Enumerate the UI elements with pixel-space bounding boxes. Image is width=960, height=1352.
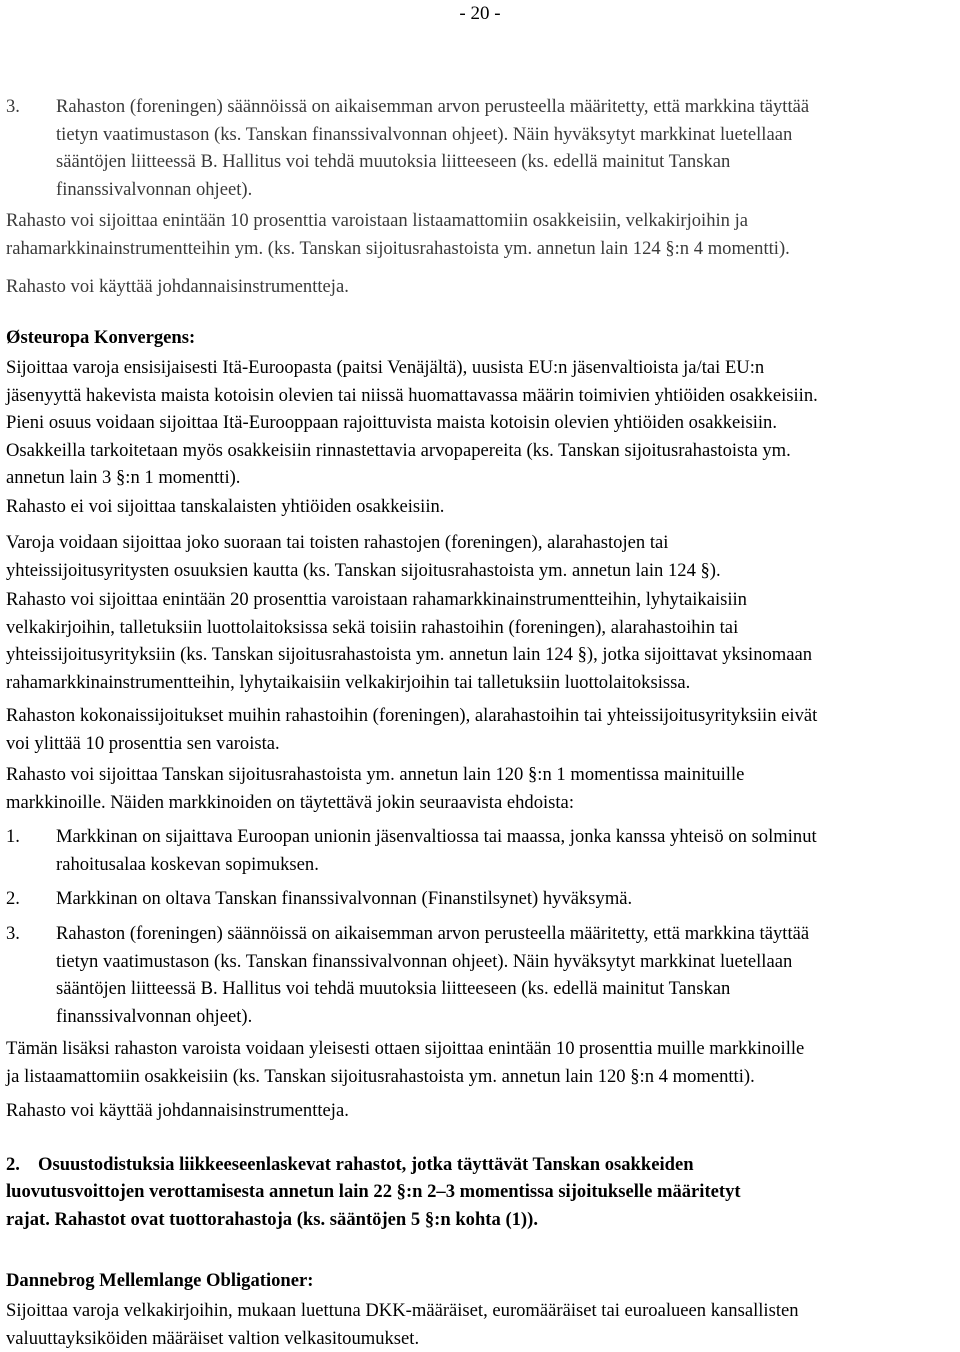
text-line: Rahasto voi sijoittaa enintään 10 prosenttia varoistaan listaamattomiin osakkeisiin, velkakirjoihin ja	[6, 207, 956, 235]
section-2	[6, 1151, 956, 1179]
list-number: 3.	[6, 93, 56, 203]
section-number: 2.	[6, 1151, 38, 1179]
text-line: Markkinan on sijaittava Euroopan unionin jäsenvaltiossa tai maassa, jonka kanssa yhteisö on solminut	[56, 823, 956, 851]
paragraph-derivatives-2	[6, 1097, 956, 1125]
text-line: valuuttayksiköiden määräiset valtion velkasitoumukset.	[6, 1325, 956, 1352]
list-item-3-top	[6, 93, 956, 203]
text-line: finanssivalvonnan ohjeet).	[56, 176, 956, 204]
paragraph-twenty-percent	[6, 586, 956, 696]
text-line: yhteissijoitusyritysten osuuksien kautta (ks. Tanskan sijoitusrahastoista ym. annetun lain 124 §).	[6, 557, 956, 585]
text-line: sääntöjen liitteessä B. Hallitus voi tehdä muutoksia liitteeseen (ks. edellä mainitut Tanskan	[56, 148, 956, 176]
paragraph-unlisted-investments	[6, 207, 956, 262]
text-line: ja listaamattomiin osakkeisiin (ks. Tanskan sijoitusrahastoista ym. annetun lain 120 §:n 4 momentti).	[6, 1063, 956, 1091]
text-line: Sijoittaa varoja ensisijaisesti Itä-Euroopasta (paitsi Venäjältä), uusista EU:n jäsenvaltioista ja/tai EU:n	[6, 354, 956, 382]
section-2-continuation	[6, 1178, 956, 1233]
text-line: voi ylittää 10 prosenttia sen varoista.	[6, 730, 956, 758]
page-number: - 20 -	[0, 2, 960, 26]
text-line: tietyn vaatimustason (ks. Tanskan finanssivalvonnan ohjeet). Näin hyväksytyt markkinat luetellaan	[56, 948, 956, 976]
text-line: Markkinan on oltava Tanskan finanssivalvonnan (Finanstilsynet) hyväksymä.	[56, 885, 956, 913]
text-line: Varoja voidaan sijoittaa joko suoraan tai toisten rahastojen (foreningen), alarahastojen tai	[6, 529, 956, 557]
paragraph-additional	[6, 1035, 956, 1090]
paragraph-total-other	[6, 702, 956, 757]
paragraph-indirect	[6, 529, 956, 584]
paragraph-dannebrog	[6, 1297, 956, 1352]
text-line: yhteissijoitusyrityksiin (ks. Tanskan sijoitusrahastoista ym. annetun lain 124 §), jotka sijoittavat yksinomaan	[6, 641, 956, 669]
list-item-3	[6, 920, 956, 1030]
text-line: Pieni osuus voidaan sijoittaa Itä-Eurooppaan rajoittuvista maista kotoisin olevien yhtiöiden osakkeisiin.	[6, 409, 956, 437]
section-heading-osteuropa: Østeuropa Konvergens:	[6, 324, 956, 352]
paragraph-no-danish	[6, 493, 956, 521]
list-item-2	[6, 885, 956, 913]
paragraph-derivatives	[6, 273, 956, 301]
text-line: rahoitusalaa koskevan sopimuksen.	[56, 851, 956, 879]
text-line: Rahasto voi käyttää johdannaisinstrumentteja.	[6, 273, 956, 301]
text-line: Rahasto voi käyttää johdannaisinstrumentteja.	[6, 1097, 956, 1125]
text-line: Osakkeilla tarkoitetaan myös osakkeisiin rinnastettavia arvopapereita (ks. Tanskan sijoitusrahastoista ym.	[6, 437, 956, 465]
text-line: Rahasto voi sijoittaa Tanskan sijoitusrahastoista ym. annetun lain 120 §:n 1 momentissa mainituille	[6, 761, 956, 789]
text-line: rajat. Rahastot ovat tuottorahastoja (ks. sääntöjen 5 §:n kohta (1)).	[6, 1206, 956, 1234]
text-line: tietyn vaatimustason (ks. Tanskan finanssivalvonnan ohjeet). Näin hyväksytyt markkinat luetellaan	[56, 121, 956, 149]
text-line: finanssivalvonnan ohjeet).	[56, 1003, 956, 1031]
text-line: rahamarkkinainstrumentteihin, lyhytaikaisiin velkakirjoihin tai talletuksiin luottolaitoksissa.	[6, 669, 956, 697]
text-line: Rahasto ei voi sijoittaa tanskalaisten yhtiöiden osakkeisiin.	[6, 493, 956, 521]
list-number: 2.	[6, 885, 56, 913]
paragraph-markets-intro	[6, 761, 956, 816]
section-heading-dannebrog: Dannebrog Mellemlange Obligationer:	[6, 1267, 956, 1295]
list-number: 1.	[6, 823, 56, 878]
text-line: jäsenyyttä hakevista maista kotoisin olevien tai niissä huomattavassa määrin toimivien yhtiöiden osakkeisiin.	[6, 382, 956, 410]
text-line: rahamarkkinainstrumentteihin ym. (ks. Tanskan sijoitusrahastoista ym. annetun lain 124 §:n 4 momentti).	[6, 235, 956, 263]
paragraph-osteuropa-intro	[6, 354, 956, 492]
text-line: luovutusvoittojen verottamisesta annetun lain 22 §:n 2–3 momentissa sijoitukselle määritetyt	[6, 1178, 956, 1206]
text-line: annetun lain 3 §:n 1 momentti).	[6, 464, 956, 492]
text-line: Osuustodistuksia liikkeeseenlaskevat rahastot, jotka täyttävät Tanskan osakkeiden	[38, 1151, 956, 1179]
text-line: Sijoittaa varoja velkakirjoihin, mukaan luettuna DKK-määräiset, euromääräiset tai euroalueen kansallisten	[6, 1297, 956, 1325]
text-line: velkakirjoihin, talletuksiin luottolaitoksissa sekä toisiin rahastoihin (foreningen), alarahastoihin tai	[6, 614, 956, 642]
text-line: markkinoille. Näiden markkinoiden on täytettävä jokin seuraavista ehdoista:	[6, 789, 956, 817]
text-line: sääntöjen liitteessä B. Hallitus voi tehdä muutoksia liitteeseen (ks. edellä mainitut Tanskan	[56, 975, 956, 1003]
text-line: Rahasto voi sijoittaa enintään 20 prosenttia varoistaan rahamarkkinainstrumentteihin, lyhytaikaisiin	[6, 586, 956, 614]
text-line: Rahaston (foreningen) säännöissä on aikaisemman arvon perusteella määritetty, että markkina täyttää	[56, 93, 956, 121]
text-line: Rahaston (foreningen) säännöissä on aikaisemman arvon perusteella määritetty, että markkina täyttää	[56, 920, 956, 948]
text-line: Tämän lisäksi rahaston varoista voidaan yleisesti ottaen sijoittaa enintään 10 prosenttia muille markkinoille	[6, 1035, 956, 1063]
list-number: 3.	[6, 920, 56, 1030]
text-line: Rahaston kokonaissijoitukset muihin rahastoihin (foreningen), alarahastoihin tai yhteissijoitusyrityksiin eivät	[6, 702, 956, 730]
list-item-1	[6, 823, 956, 878]
